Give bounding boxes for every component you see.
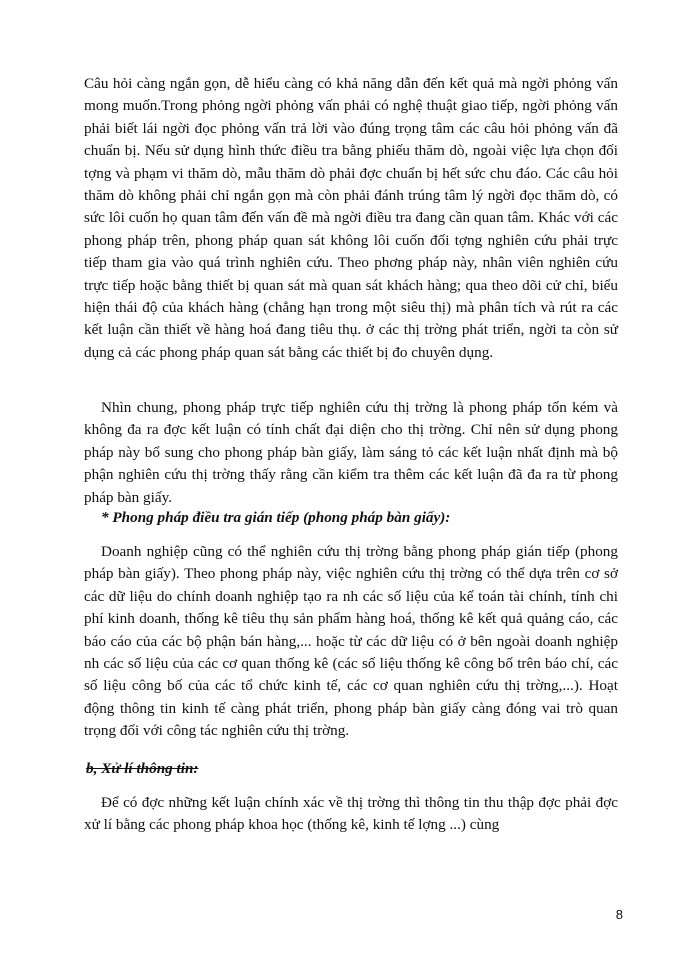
paragraph-processing: Để có đợc những kết luận chính xác về thị trờng thì thông tin thu thập đợc phải đợc xử lí bằng các phong pháp khoa học (thống kê, kinh tế lợng ...) cùng xyxy=(84,794,618,834)
heading-indirect-method: * Phong pháp điều tra gián tiếp (phong pháp bàn giấy): xyxy=(101,509,451,526)
paragraph-direct-research: Câu hỏi càng ngắn gọn, dễ hiểu càng có khả năng dẫn đến kết quả mà ngời phỏng vấn mong muốn.Trong phỏng ngời phỏng vấn phải có nghệ thuật giao tiếp, ngời phỏng vấn phải biết lái ngời đọc phỏng vấn trả lời vào đúng trọng tâm các câu hỏi phỏng vấn đã chuẩn bị. Nếu sử dụng hình thức điều tra bằng phiếu thăm dò, ngoài việc lựa chọn đối tợng và phạm vi thăm dò, mẫu thăm dò phải đợc chuẩn bị hết sức chu đáo. Các câu hỏi thăm dò không phải chỉ ngắn gọn mà còn phải đánh trúng tâm lý ngời đọc thăm dò, có sức lôi cuốn họ quan tâm đến vấn đề mà ngời điều tra đang cần quan tâm. Khác với các phong pháp trên, phong pháp quan sát không lôi cuốn đối tợng nghiên cứu phải trực tiếp tham gia vào quá trình nghiên cứu. Theo phơng pháp này, nhân viên nghiên cứu trực tiếp hoặc bằng thiết bị quan sát mà quan sát khách hàng; qua theo dõi cử chỉ, biểu hiện thái độ của khách hàng (chẳng hạn trong một siêu thị) mà phân tích và rút ra các kết luận cần thiết về hàng hoá đang tiêu thụ. ở các thị trờng phát triển, ngời ta còn sử dụng cả các phong pháp quan sát bằng các thiết bị đo chuyên dụng. xyxy=(84,75,618,361)
paragraph-summary: Nhìn chung, phong pháp trực tiếp nghiên cứu thị trờng là phong pháp tốn kém và không đa ra đợc kết luận có tính chất đại diện cho thị trờng. Chỉ nên sử dụng phong pháp này bổ sung cho phong pháp bàn giấy, làm sáng tỏ các kết luận nhất định mà bộ phận nghiên cứu thị trờng thấy rằng cần kiểm tra thêm các kết luận đã đa ra từ phong pháp bàn giấy. xyxy=(84,399,618,506)
paragraph-desk-research: Doanh nghiệp cũng có thể nghiên cứu thị trờng bằng phong pháp gián tiếp (phong pháp bàn giấy). Theo phong pháp này, việc nghiên cứu thị trờng có thể dựa trên cơ sở các dữ liệu do chính doanh nghiệp tạo ra nh các số liệu của kế toán tài chính, tính chi phí kinh doanh, thống kê tiêu thụ sản phẩm hàng hoá, thống kê kết quả quảng cáo, các báo cáo của các bộ phận bán hàng,... hoặc từ các dữ liệu có ở bên ngoài doanh nghiệp nh các số liệu của các cơ quan thống kê (các số liệu thống kê công bố trên báo chí, các số liệu công bố của các tổ chức kinh tế, các cơ quan nghiên cứu thị trờng,...). Hoạt động thông tin kinh tế càng phát triển, phong pháp bàn giấy càng đóng vai trò quan trọng đối với công tác nghiên cứu thị trờng. xyxy=(84,543,618,740)
heading-information-processing: b, Xử lí thông tin: xyxy=(86,760,199,777)
page-number: 8 xyxy=(615,907,623,922)
